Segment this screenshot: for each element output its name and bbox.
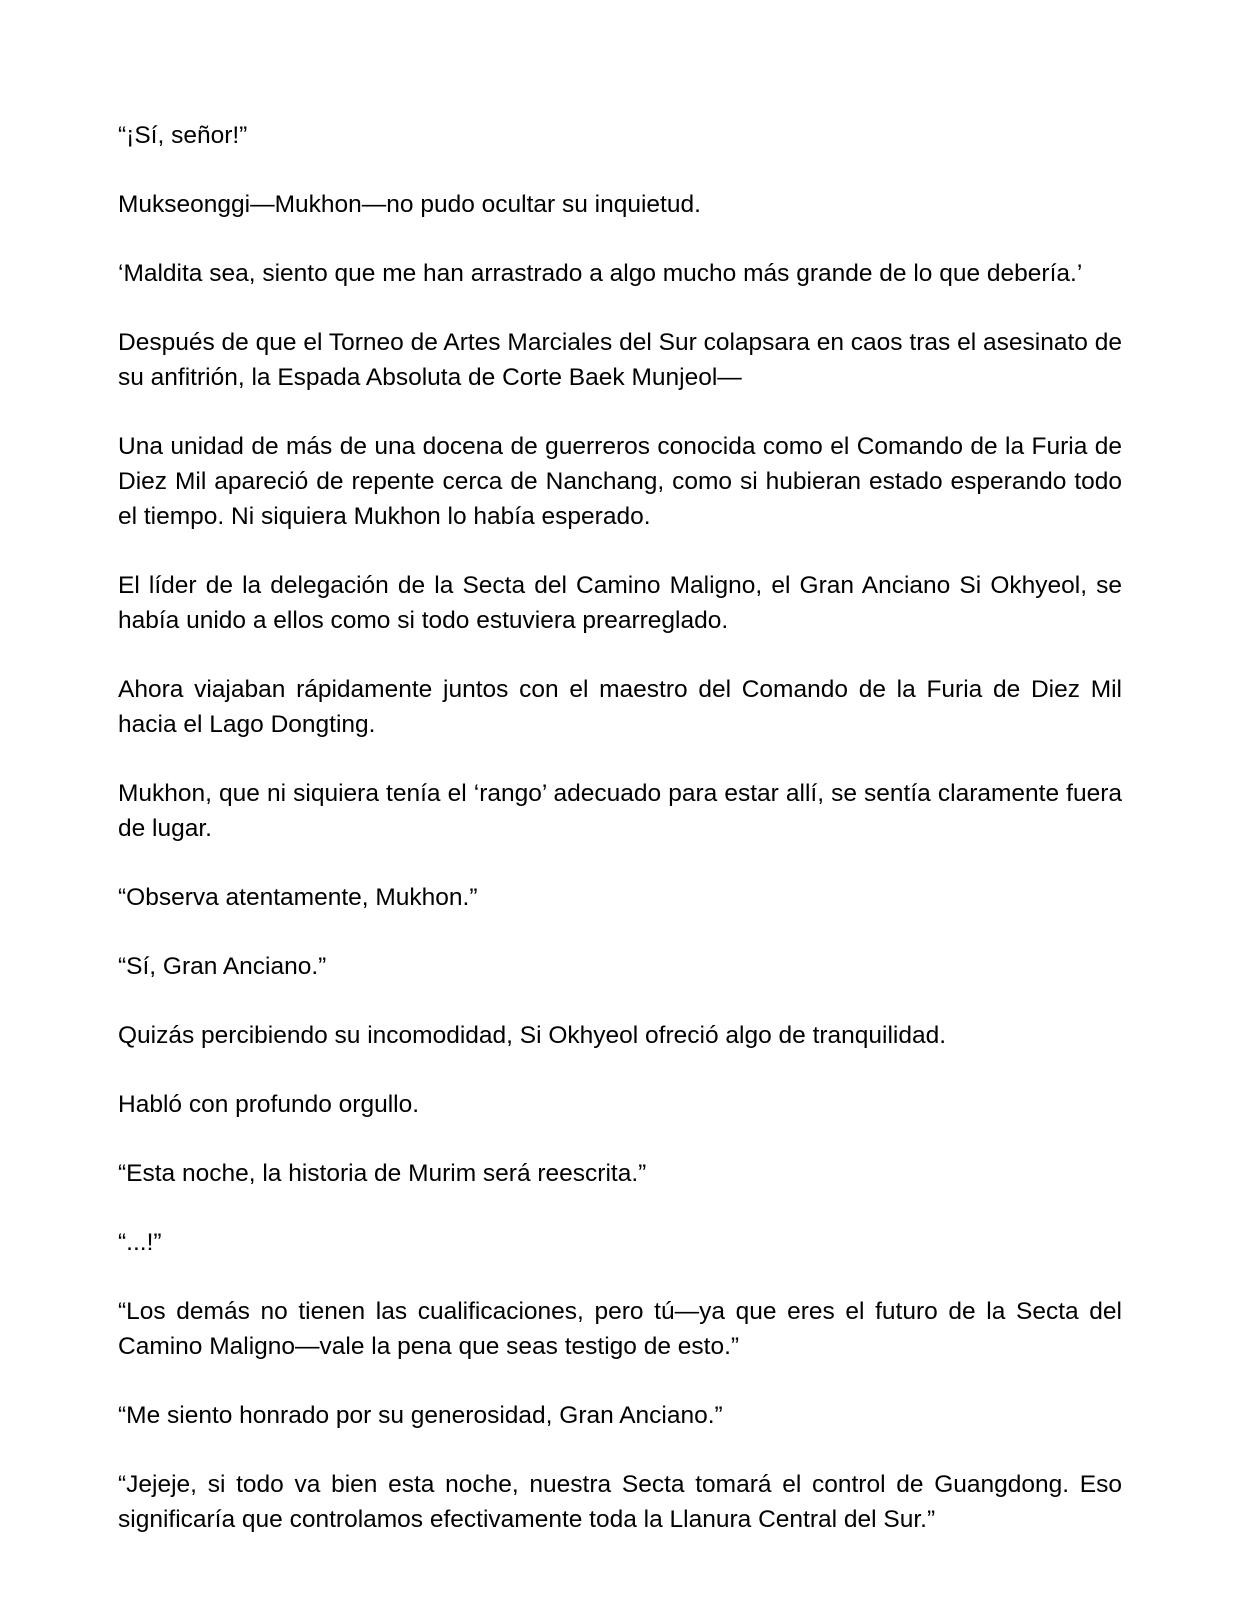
paragraph: ‘Maldita sea, siento que me han arrastrado a algo mucho más grande de lo que debería.’ [118, 260, 1083, 287]
paragraph: Una unidad de más de una docena de guerreros conocida como el Comando de la Furia de Diez Mil apareció de repente cerca de Nanchang, como si hubieran estado esperando todo el tiempo. Ni siquiera Mukhon lo había esperado. [118, 433, 1122, 530]
paragraph: Ahora viajaban rápidamente juntos con el maestro del Comando de la Furia de Diez Mil hacia el Lago Dongting. [118, 676, 1122, 738]
paragraph: Mukhon, que ni siquiera tenía el ‘rango’ adecuado para estar allí, se sentía claramente fuera de lugar. [118, 780, 1122, 842]
paragraph: “¡Sí, señor!” [118, 122, 248, 149]
paragraph: Después de que el Torneo de Artes Marciales del Sur colapsara en caos tras el asesinato de su anfitrión, la Espada Absoluta de Corte Baek Munjeol— [118, 329, 1122, 391]
paragraph: Mukseonggi—Mukhon—no pudo ocultar su inquietud. [118, 191, 701, 218]
paragraph: “Los demás no tienen las cualificaciones, pero tú—ya que eres el futuro de la Secta del Camino Maligno—vale la pena que seas testigo de esto.” [118, 1298, 1122, 1360]
paragraph: El líder de la delegación de la Secta del Camino Maligno, el Gran Anciano Si Okhyeol, se había unido a ellos como si todo estuviera prearreglado. [118, 572, 1122, 634]
paragraph: Habló con profundo orgullo. [118, 1091, 420, 1118]
paragraph: Quizás percibiendo su incomodidad, Si Okhyeol ofreció algo de tranquilidad. [118, 1022, 947, 1049]
paragraph: “Sí, Gran Anciano.” [118, 953, 327, 980]
paragraph: “...!” [118, 1229, 162, 1256]
paragraph: “Me siento honrado por su generosidad, Gran Anciano.” [118, 1402, 723, 1429]
paragraph: “Observa atentamente, Mukhon.” [118, 884, 478, 911]
body-text [118, 118, 1122, 1571]
paragraph: “Esta noche, la historia de Murim será reescrita.” [118, 1160, 647, 1187]
paragraph: “Jejeje, si todo va bien esta noche, nuestra Secta tomará el control de Guangdong. Eso significaría que controlamos efectivamente toda la Llanura Central del Sur.” [118, 1471, 1122, 1533]
